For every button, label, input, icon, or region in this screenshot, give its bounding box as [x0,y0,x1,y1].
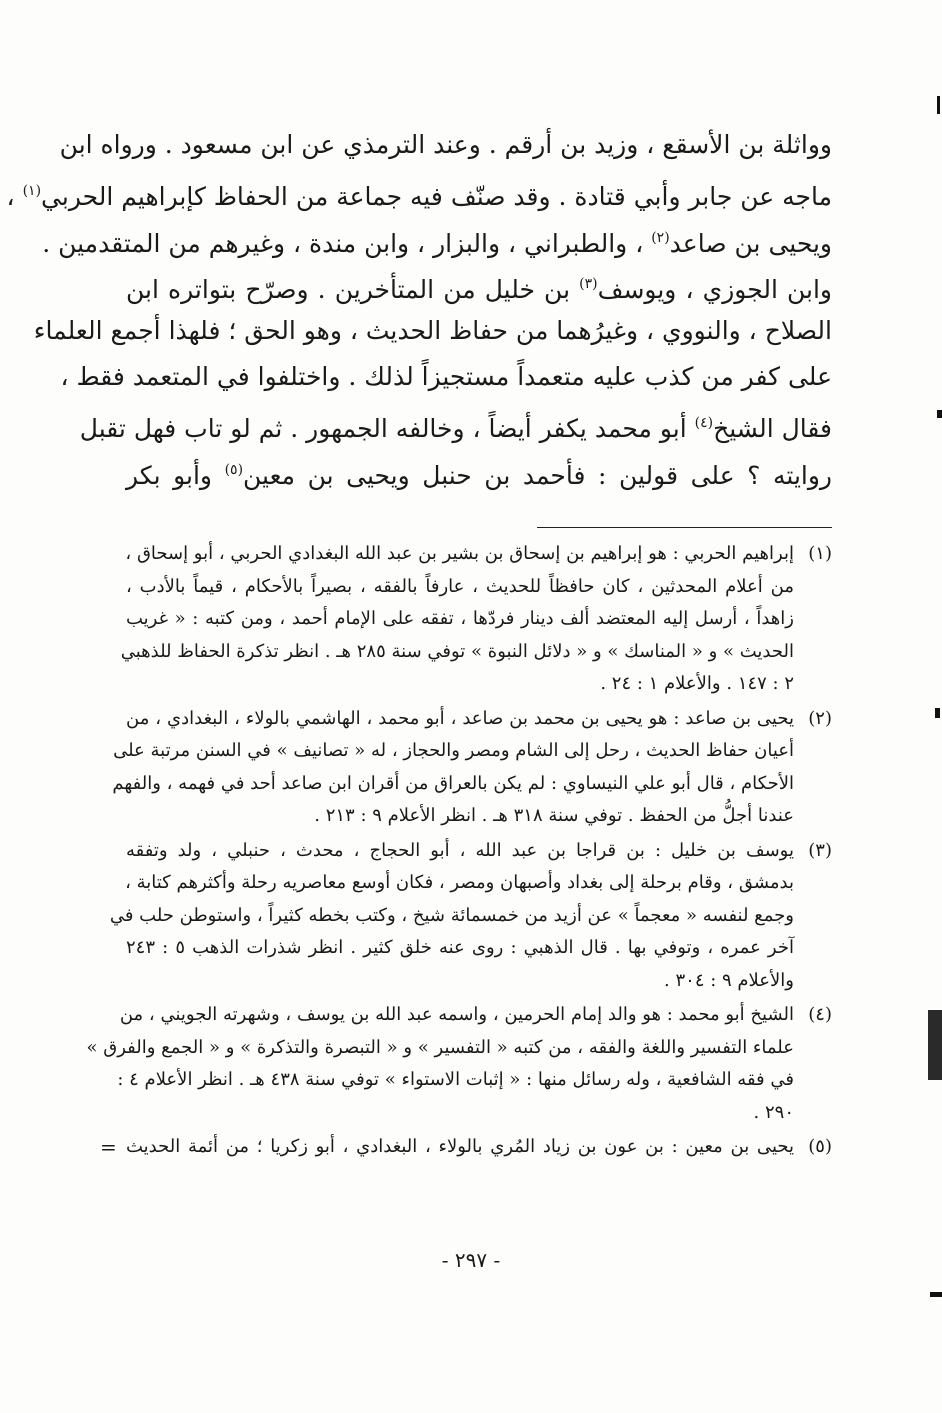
footnote-2 [112,703,832,833]
footnote-line: يحيى بن صاعد : هو يحيى بن محمد بن صاعد ، أبو محمد ، الهاشمي بالولاء ، البغدادي ، من [126,707,794,729]
footnote-3 [109,835,832,998]
page-number: - ٢٩٧ - [441,1248,501,1272]
scan-edge-mark [937,410,942,418]
footnote-ref-5: (٥) [224,461,244,478]
footnote-line: وجمع لنفسه « معجماً » عن أزيد من خمسمائة شيخ ، وكتب بخطه كثيراً ، واستوطن حلب في [109,904,794,926]
footnote-line: علماء التفسير واللغة والفقه ، من كتبه « التفسير » و « التبصرة والتذكرة » و « الجمع والفرق » [86,1036,794,1058]
body-line-5: الصلاح ، والنووي ، وغيرُهما من حفاظ الحديث ، وهو الحق ؛ فلهذا أجمع العلماء [33,315,832,345]
scan-edge-mark [937,96,940,114]
continuation-mark: = [100,1135,117,1159]
body-line-6: على كفر من كذب عليه متعمداً مستجيزاً لذلك . واختلفوا في المتعمد فقط ، [60,361,832,391]
body-line-2: ماجه عن جابر وأبي قتادة . وقد صنّف فيه جماعة من الحفاظ كإبراهيم الحربي$^{(١)}$ ، [6,182,832,212]
footnote-line: إبراهيم الحربي : هو إبراهيم بن إسحاق بن بشير بن عبد الله البغدادي الحربي ، أبو إسحاق ، [125,543,794,564]
footnote-line: من أعلام المحدثين ، كان حافظاً للحديث ، عارفاً بالفقه ، بصيراً بالأحكام ، قيماً بالأدب ، [126,575,794,597]
footnote-line: الشيخ أبو محمد : هو والد إمام الحرمين ، واسمه عبد الله بن يوسف ، وشهرته الجويني ، من [119,1004,794,1025]
footnote-line: زاهداً ، أرسل إليه المعتضد ألف دينار فردّها ، تفقه على الإمام أحمد ، ومن كتبه : « غريب [126,608,794,629]
footnote-1 [120,538,832,701]
footnote-line: ٢٩٠ . [753,1101,794,1123]
footnote-line: بدمشق ، وقام برحلة إلى بغداد وأصبهان ومصر ، فكان أوسع معاصريه رحلة وأكثرهم كتابة ، [125,872,794,893]
footnote-line: الحديث » و « المناسك » و « دلائل النبوة » توفي سنة ٢٨٥ هـ . انظر تذكرة الحفاظ للذهبي [120,640,794,662]
footnote-ref-3: (٣) [579,276,598,293]
footnote-number: (١) [808,543,832,564]
body-line-7: فقال الشيخ$^{(٤)}$ أبو محمد يكفر أيضاً ، وخالفه الجمهور . ثم لو تاب فهل تقبل [79,414,832,444]
footnote-number: (٥) [808,1136,832,1157]
footnote-line: أعيان حفاظ الحديث ، رحل إلى الشام ومصر والحجاز ، له « تصانيف » في السنن مرتبة على [113,740,794,761]
scan-edge-mark [928,1010,942,1080]
footnote-ref-1: (١) [22,183,42,200]
body-line-4: وابن الجوزي ، ويوسف$^{(٣)}$ بن خليل من المتأخرين . وصرّح بتواتره ابن [126,275,833,305]
body-line-8: روايته ؟ على قولين : فأحمد بن حنبل ويحيى بن معين$^{(٥)}$ وأبو بكر [126,460,832,490]
footnote-line: الأحكام ، قال أبو علي النيساوي : لم يكن بالعراق من أقران ابن صاعد أحد في فهمه ، والفهم [112,772,794,794]
body-line-1: وواثلة بن الأسقع ، وزيد بن أرقم . وعند الترمذي عن ابن مسعود . ورواه ابن [59,130,832,159]
footnote-number: (٤) [808,1004,832,1025]
body-line-3: ويحيى بن صاعد$^{(٢)}$ ، والطبراني ، والبزار ، وابن مندة ، وغيرهم من المتقدمين . [42,228,832,258]
main-body-text [6,122,833,493]
footnote-line: يحيى بن معين : بن عون بن زياد المُري بالولاء ، البغدادي ، أبو زكريا ؛ من أئمة الحديث [126,1136,794,1157]
footnote-ref-4: (٤) [694,415,714,432]
footnote-line: يوسف بن خليل : بن قراجا بن عبد الله ، أبو الحجاج ، محدث ، حنبلي ، ولد وتفقه [126,839,794,861]
footnote-line: في فقه الشافعية ، وله رسائل منها : « إثبات الاستواء » توفي سنة ٤٣٨ هـ . انظر الأعلام ٤ : [117,1069,794,1090]
footnote-ref-2: (٢) [651,229,670,246]
footnotes-section [86,538,832,1166]
footnote-number: (٣) [808,839,832,861]
footnote-line: ٢ : ١٤٧ . والأعلام ١ : ٢٤ . [600,673,794,694]
footnote-line: آخر عمره ، وتوفي بها . قال الذهبي : روى عنه خلق كثير . انظر شذرات الذهب ٥ : ٢٤٣ [126,937,794,958]
footnote-line: والأعلام ٩ : ٣٠٤ . [664,969,794,991]
scan-edge-mark [935,708,940,718]
footnote-5 [100,1131,832,1164]
footnote-number: (٢) [808,707,832,729]
scan-edge-mark [930,1292,942,1297]
footnote-4 [86,999,832,1129]
footnote-line: عندنا أجلُّ من الحفظ . توفي سنة ٣١٨ هـ . انظر الأعلام ٩ : ٢١٣ . [314,805,794,826]
footnote-separator [537,527,832,528]
